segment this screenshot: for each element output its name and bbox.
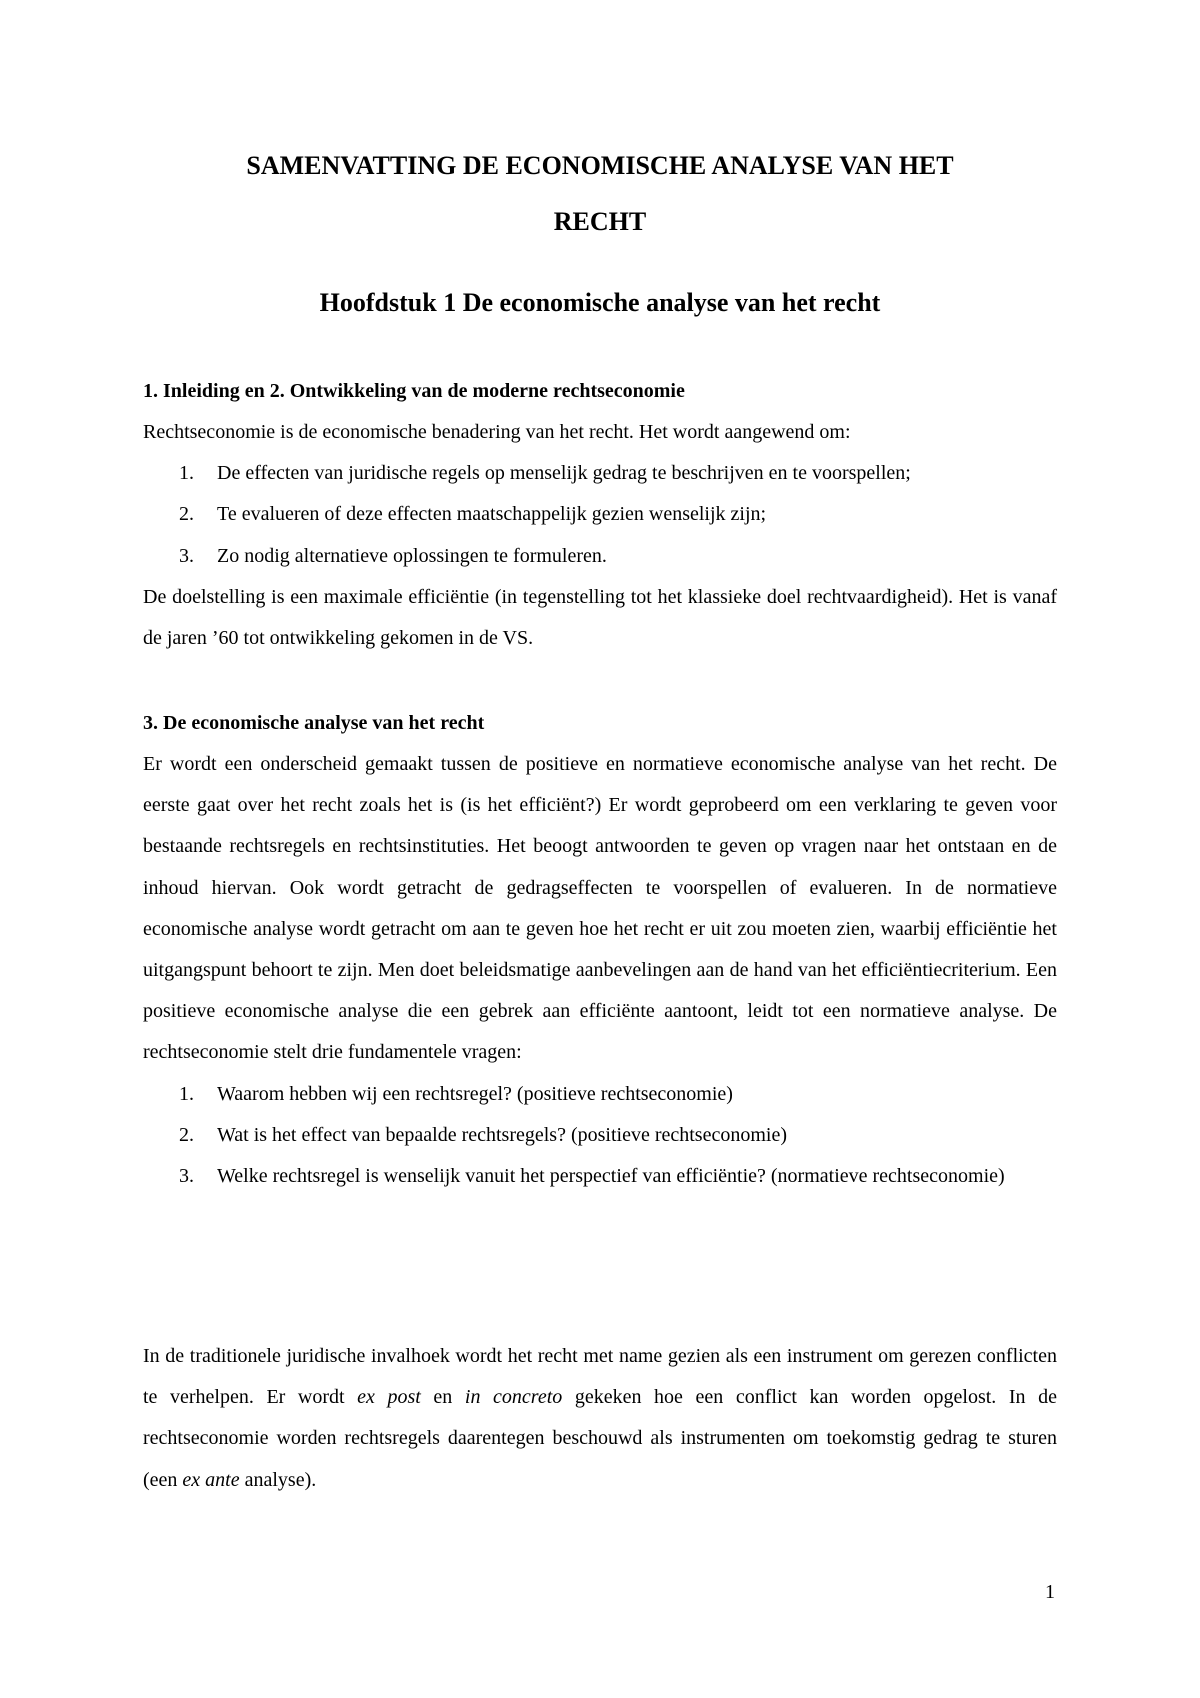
- list-item-text: Wat is het effect van bepaalde rechtsregels? (positieve rechtseconomie): [217, 1123, 787, 1146]
- title-line-2: RECHT: [553, 207, 647, 236]
- list-item: [143, 453, 1057, 494]
- chapter-title: Hoofdstuk 1 De economische analyse van het recht: [319, 288, 881, 317]
- list-item-text: Te evalueren of deze effecten maatschappelijk gezien wenselijk zijn;: [217, 503, 767, 526]
- latin-term-ex-ante: ex ante: [182, 1468, 240, 1491]
- section-3-paragraph: Er wordt een onderscheid gemaakt tussen de positieve en normatieve economische analyse van het recht. De eerste gaat over het recht zoals het is (is het efficiënt?) Er wordt geprobeerd om een verklaring te geven voor bestaande rechtsregels en rechtsinstituties. Het beoogt antwoorden te geven op vragen naar het ontstaan en de inhoud hiervan. Ook wordt getracht de gedragseffecten te voorspellen of evalueren. In de normatieve economische analyse wordt getracht om aan te geven hoe het recht er uit zou moeten zien, waarbij efficiëntie het uitgangspunt behoort te zijn. Men doet beleidsmatige aanbevelingen aan de hand van het efficiëntiecriterium. Een positieve economische analyse die een gebrek aan efficiënte aantoont, leidt tot een normatieve analyse. De rechtseconomie stelt drie fundamentele vragen:: [143, 753, 1057, 1064]
- list-number: 3.: [179, 1165, 194, 1188]
- page-number: 1: [1045, 1581, 1055, 1603]
- list-item-text: Welke rechtsregel is wenselijk vanuit het perspectief van efficiëntie? (normatieve rechtseconomie): [217, 1165, 1005, 1188]
- list-item: [143, 536, 1057, 577]
- list-number: 1.: [179, 1082, 194, 1105]
- section-1-body: [143, 412, 1057, 659]
- final-text-part: en: [420, 1386, 465, 1409]
- list-item-text: Zo nodig alternatieve oplossingen te formuleren.: [217, 544, 607, 567]
- list-item-text: De effecten van juridische regels op menselijk gedrag te beschrijven en te voorspellen;: [217, 462, 911, 485]
- list-number: 1.: [179, 462, 194, 485]
- section-1-heading: 1. Inleiding en 2. Ontwikkeling van de moderne rechtseconomie: [143, 380, 685, 402]
- final-text-part: gekeken hoe een conflict kan worden opgelost. In de rechtseconomie worden rechtsregels daarentegen beschouwd als instrumenten om toekomstig gedrag te sturen (een: [143, 1386, 1058, 1491]
- section-3-final-paragraph: [143, 1336, 1057, 1501]
- section-3-list: [143, 1074, 1057, 1198]
- list-number: 3.: [179, 544, 194, 567]
- list-number: 2.: [179, 503, 194, 526]
- list-item-text: Waarom hebben wij een rechtsregel? (positieve rechtseconomie): [217, 1082, 733, 1105]
- document-title: [143, 138, 1057, 250]
- latin-term-ex-post: ex post: [357, 1386, 421, 1409]
- list-item: [143, 1074, 1057, 1115]
- section-3-body: [143, 744, 1057, 1197]
- list-number: 2.: [179, 1123, 194, 1146]
- title-line-1: SAMENVATTING DE ECONOMISCHE ANALYSE VAN HET: [246, 151, 954, 180]
- list-item: [143, 1156, 1057, 1197]
- section-1-intro: Rechtseconomie is de economische benadering van het recht. Het wordt aangewend om:: [143, 421, 851, 443]
- list-item: [143, 494, 1057, 535]
- section-1-closing: De doelstelling is een maximale efficiëntie (in tegenstelling tot het klassieke doel rechtvaardigheid). Het is vanaf de jaren ’60 tot ontwikkeling gekomen in de VS.: [143, 585, 1057, 650]
- list-item: [143, 1115, 1057, 1156]
- section-1-list: [143, 453, 1057, 577]
- latin-term-in-concreto: in concreto: [464, 1386, 563, 1409]
- section-3-heading: 3. De economische analyse van het recht: [143, 712, 485, 734]
- final-text-part: analyse).: [239, 1468, 317, 1491]
- final-text-part: In de traditionele juridische invalhoek wordt het recht met name gezien als een instrument om gerezen conflicten te verhelpen. Er wordt: [143, 1345, 1057, 1409]
